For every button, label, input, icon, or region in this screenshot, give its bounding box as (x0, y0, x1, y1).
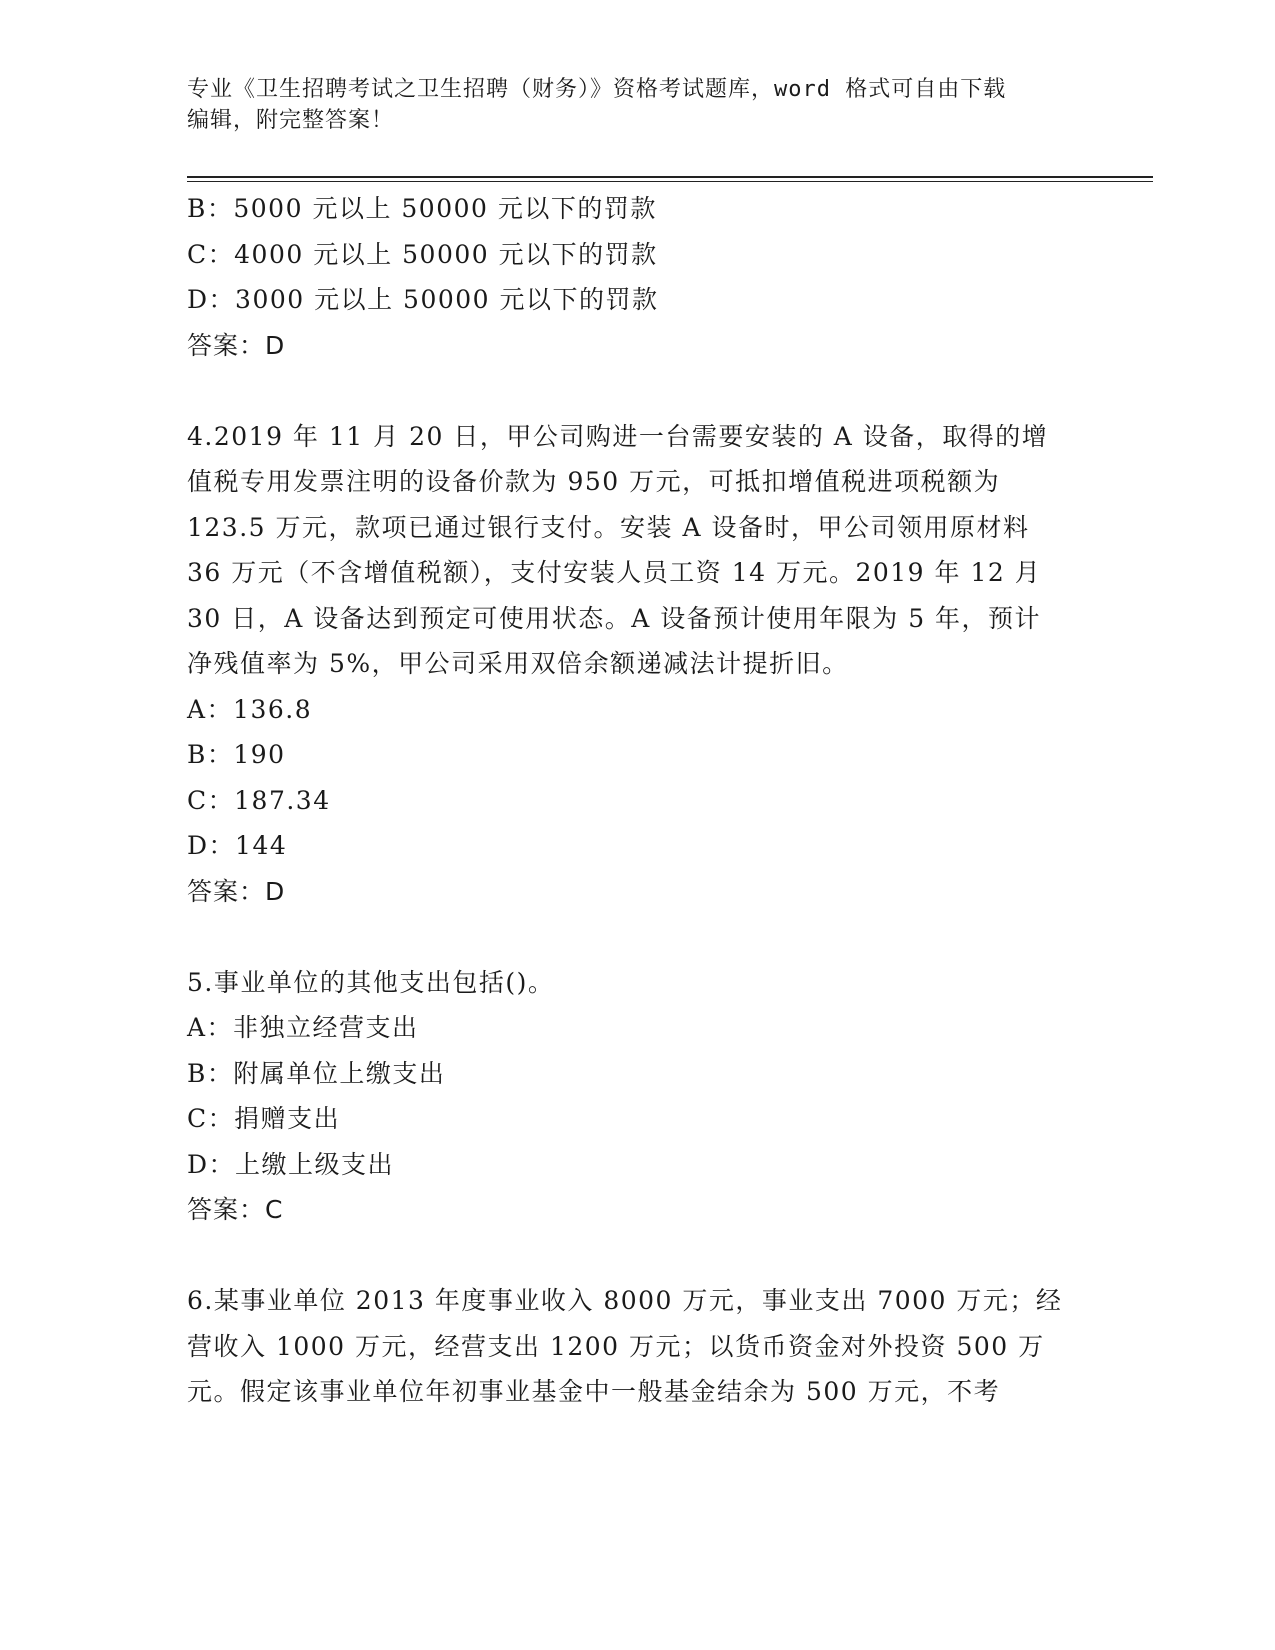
document-body (187, 186, 1087, 1415)
question-5 (187, 960, 1087, 1233)
header-divider-thin (187, 181, 1153, 182)
question-stem-line: 净残值率为 5%，甲公司采用双倍余额递减法计提折旧。 (187, 649, 849, 678)
option-c: C：187.34 (187, 785, 331, 815)
question-stem-line: 30 日，A 设备达到预定可使用状态。A 设备预计使用年限为 5 年，预计 (187, 603, 1042, 633)
question-stem-line: 36 万元（不含增值税额），支付安装人员工资 14 万元。2019 年 12 月 (187, 558, 1042, 587)
header-line: 专业《卫生招聘考试之卫生招聘（财务）》资格考试题库，word 格式可自由下载 (187, 77, 1007, 102)
question-stem-line: 营收入 1000 万元，经营支出 1200 万元；以货币资金对外投资 500 万 (187, 1331, 1045, 1361)
option-c: C：捐赠支出 (187, 1104, 341, 1133)
spacer (187, 1233, 1087, 1279)
question-stem-line: 5.事业单位的其他支出包括()。 (187, 967, 555, 997)
spacer (187, 914, 1087, 960)
option-a: A：136.8 (187, 694, 313, 724)
question-3-tail (187, 186, 1087, 368)
option-d: D：上缴上级支出 (187, 1149, 395, 1179)
question-4 (187, 414, 1087, 915)
question-stem-line: 123.5 万元，款项已通过银行支付。安装 A 设备时，甲公司领用原材料 (187, 512, 1030, 542)
question-stem-line: 元。假定该事业单位年初事业基金中一般基金结余为 500 万元，不考 (187, 1377, 1001, 1406)
answer: 答案：C (187, 1195, 284, 1224)
question-6 (187, 1278, 1087, 1415)
question-stem-line: 值税专用发票注明的设备价款为 950 万元，可抵扣增值税进项税额为 (187, 467, 1001, 496)
option-b: B：190 (187, 740, 286, 769)
option-b: B：附属单位上缴支出 (187, 1058, 446, 1088)
option-a: A：非独立经营支出 (187, 1013, 419, 1042)
answer: 答案：D (187, 330, 286, 360)
question-stem-line: 4.2019 年 11 月 20 日，甲公司购进一台需要安装的 A 设备，取得的增 (187, 421, 1049, 451)
option-c: C：4000 元以上 50000 元以下的罚款 (187, 239, 658, 269)
option-b: B：5000 元以上 50000 元以下的罚款 (187, 194, 657, 223)
option-d: D：144 (187, 831, 288, 860)
spacer (187, 368, 1087, 414)
header-line: 编辑，附完整答案！ (187, 108, 395, 133)
question-stem-line: 6.某事业单位 2013 年度事业收入 8000 万元，事业支出 7000 万元；经 (187, 1286, 1063, 1315)
option-d: D：3000 元以上 50000 元以下的罚款 (187, 285, 659, 314)
page-header (187, 74, 1067, 136)
header-divider (187, 176, 1153, 178)
answer: 答案：D (187, 876, 286, 906)
